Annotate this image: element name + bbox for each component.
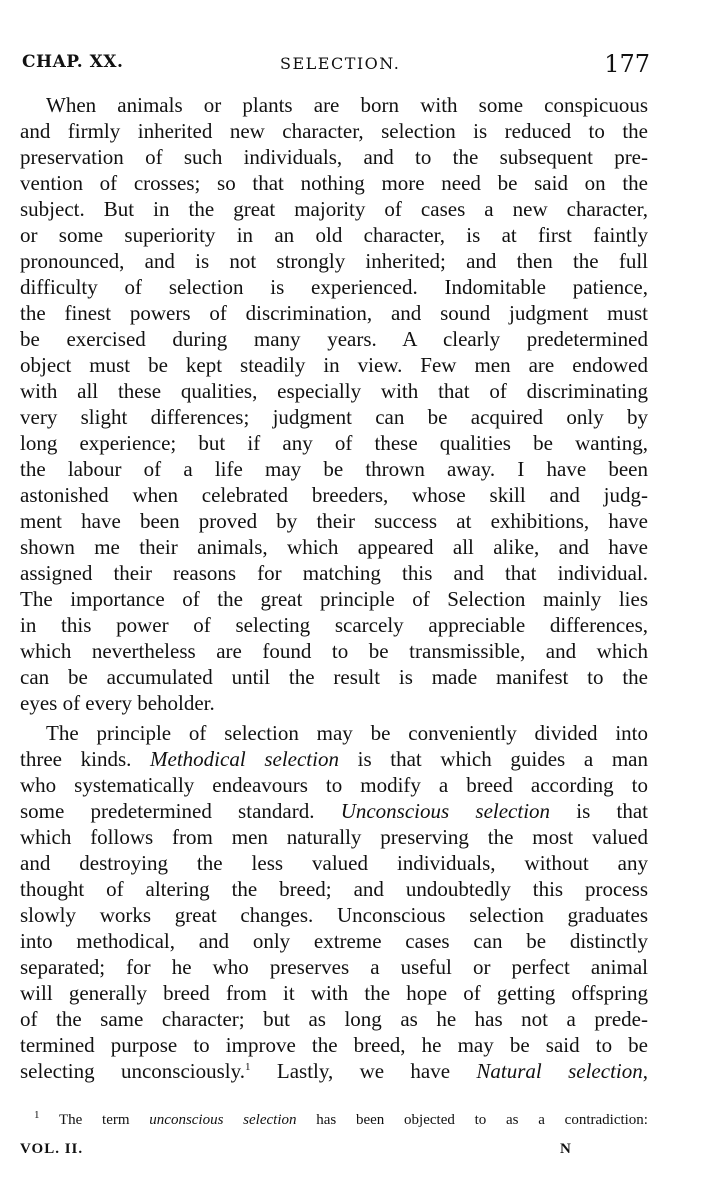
text-run: is that — [550, 799, 649, 823]
text-line: pronounced, and is not strongly inherited; and then the full — [20, 249, 648, 273]
text-line: will generally breed from it with the hope of getting offspring — [20, 981, 648, 1005]
text-line: and destroying the less valued individuals, without any — [20, 851, 648, 875]
text-line: When animals or plants are born with some conspicuous — [46, 93, 648, 117]
text-line: The importance of the great principle of Selection mainly lies — [20, 587, 648, 611]
text-line: or some superiority in an old character, is at first faintly — [20, 223, 648, 247]
text-line: very slight differences; judgment can be acquired only by — [20, 405, 648, 429]
text-line: in this power of selecting scarcely appreciable differences, — [20, 613, 648, 637]
text-line — [20, 1058, 648, 1084]
text-line: which nevertheless are found to be transmissible, and which — [20, 639, 648, 663]
footnote-marker: 1 — [34, 1109, 40, 1121]
text-line: and firmly inherited new character, selection is reduced to the — [20, 119, 648, 143]
text-line: into methodical, and only extreme cases can be distinctly — [20, 929, 648, 953]
chapter-label: CHAP. XX. — [22, 52, 124, 72]
text-line: eyes of every beholder. — [20, 691, 215, 715]
text-line: of the same character; but as long as he has not a prede- — [20, 1007, 648, 1031]
footnote-italic: unconscious selection — [149, 1112, 297, 1128]
page-number: 177 — [604, 50, 650, 78]
text-run: three kinds. — [20, 747, 151, 771]
text-line: with all these qualities, especially with that of discriminating — [20, 379, 648, 403]
italic-term-natural: Natural selection — [476, 1059, 643, 1083]
text-line: difficulty of selection is experienced. Indomitable patience, — [20, 275, 648, 299]
footnote — [34, 1110, 648, 1130]
volume-label: VOL. II. — [20, 1141, 84, 1157]
text-line: subject. But in the great majority of cases a new character, — [20, 197, 648, 221]
text-line: The principle of selection may be conveniently divided into — [46, 721, 648, 745]
text-run: Lastly, we have — [250, 1059, 477, 1083]
italic-term-methodical: Methodical selection — [150, 747, 339, 771]
text-line — [20, 798, 648, 824]
footnote-text: has been objected to as a contradiction: — [296, 1112, 648, 1128]
text-line: assigned their reasons for matching this and that individual. — [20, 561, 648, 585]
text-line: the labour of a life may be thrown away. I have been — [20, 457, 648, 481]
text-line: slowly works great changes. Unconscious selection graduates — [20, 903, 648, 927]
text-line: preservation of such individuals, and to the subsequent pre- — [20, 145, 648, 169]
text-line: separated; for he who preserves a useful or perfect animal — [20, 955, 648, 979]
text-run: some predetermined standard. — [20, 799, 341, 823]
text-line: be exercised during many years. A clearly predetermined — [20, 327, 648, 351]
italic-term-unconscious: Unconscious selection — [340, 799, 551, 823]
footnote-text: The term — [39, 1112, 150, 1128]
text-line — [20, 746, 648, 772]
signature-mark: N — [560, 1141, 571, 1157]
footnote-reference: 1 — [245, 1061, 251, 1073]
text-line: termined purpose to improve the breed, he may be said to be — [20, 1033, 648, 1057]
text-line: vention of crosses; so that nothing more need be said on the — [20, 171, 648, 195]
text-line: astonished when celebrated breeders, whose skill and judg- — [20, 483, 648, 507]
text-line: object must be kept steadily in view. Few men are endowed — [20, 353, 648, 377]
text-line: thought of altering the breed; and undoubtedly this process — [20, 877, 648, 901]
text-line: can be accumulated until the result is made manifest to the — [20, 665, 648, 689]
running-title: SELECTION. — [280, 54, 401, 73]
text-line: shown me their animals, which appeared all alike, and have — [20, 535, 648, 559]
text-run: selecting unconsciously. — [20, 1059, 246, 1083]
text-line: ment have been proved by their success at exhibitions, have — [20, 509, 648, 533]
text-line: long experience; but if any of these qualities be wanting, — [20, 431, 648, 455]
text-line: who systematically endeavours to modify a breed according to — [20, 773, 648, 797]
text-run: , — [642, 1059, 648, 1083]
text-line: which follows from men naturally preserving the most valued — [20, 825, 648, 849]
text-run: is that which guides a man — [338, 747, 648, 771]
text-line: the finest powers of discrimination, and sound judgment must — [20, 301, 648, 325]
running-header — [18, 50, 652, 90]
signature-line — [20, 1141, 648, 1165]
